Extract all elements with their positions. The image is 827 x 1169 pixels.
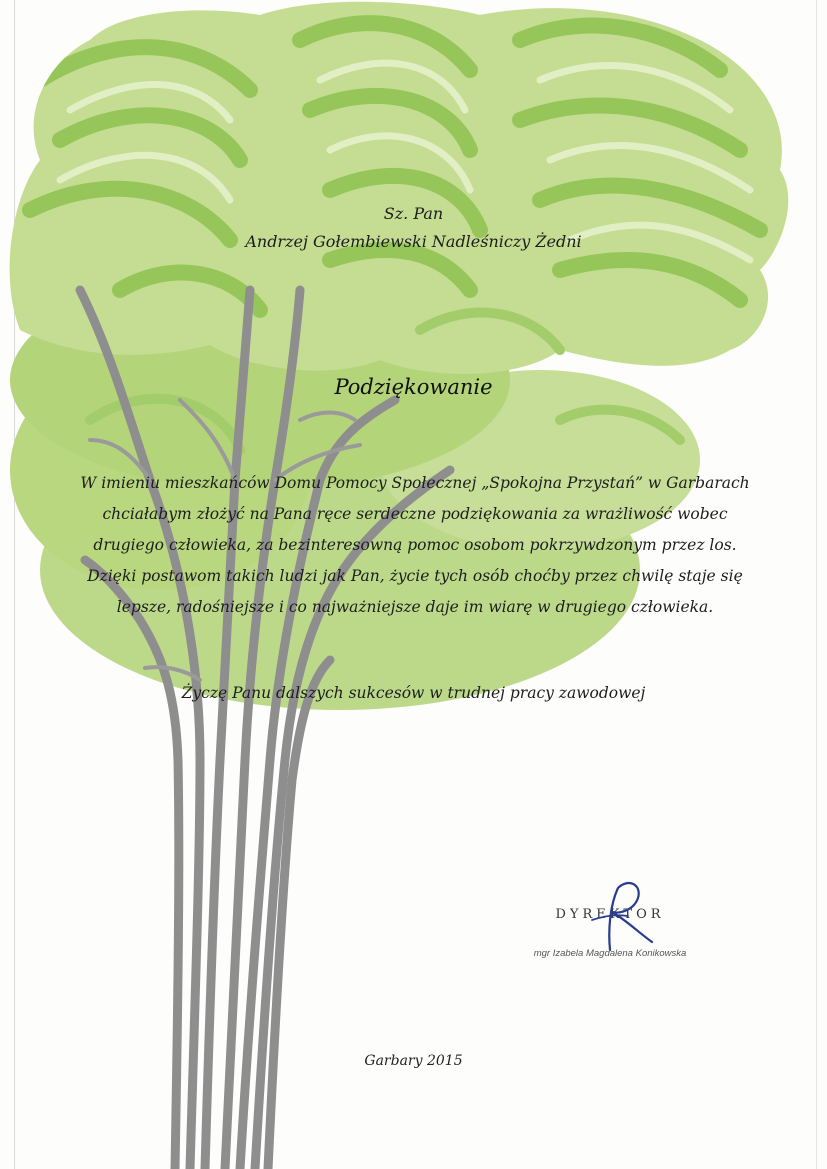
place-and-date: Garbary 2015	[364, 1053, 463, 1069]
letter-body: W imieniu mieszkańców Domu Pomocy Społecznej „Spokojna Przystań” w Garbarach chciałabym złożyć na Pana ręce serdeczne podziękowania za wrażliwość wobec drugiego człowieka, za bezinteresowną pomoc osobom pokrzywdzonym przez los. Dzięki postawom takich ludzi jak Pan, życie tych osób choćby przez chwilę staje się lepsze, radośniejsze i co najważniejsze daje im wiarę w drugiego człowieka.	[80, 474, 750, 616]
signature-block	[500, 880, 720, 970]
page-title: Podziękowanie	[334, 375, 493, 399]
signature-icon	[580, 880, 660, 955]
signatory-name: mgr Izabela Magdalena Konikowska	[533, 948, 687, 959]
salutation	[0, 200, 827, 256]
signatory-title: DYREKTOR	[555, 907, 665, 922]
salutation-line-1: Sz. Pan	[383, 204, 444, 223]
closing-wishes: Życzę Panu dalszych sukcesów w trudnej pracy zawodowej	[181, 684, 646, 702]
recipient-name: Andrzej Gołembiewski Nadleśniczy Żedni	[245, 232, 582, 251]
